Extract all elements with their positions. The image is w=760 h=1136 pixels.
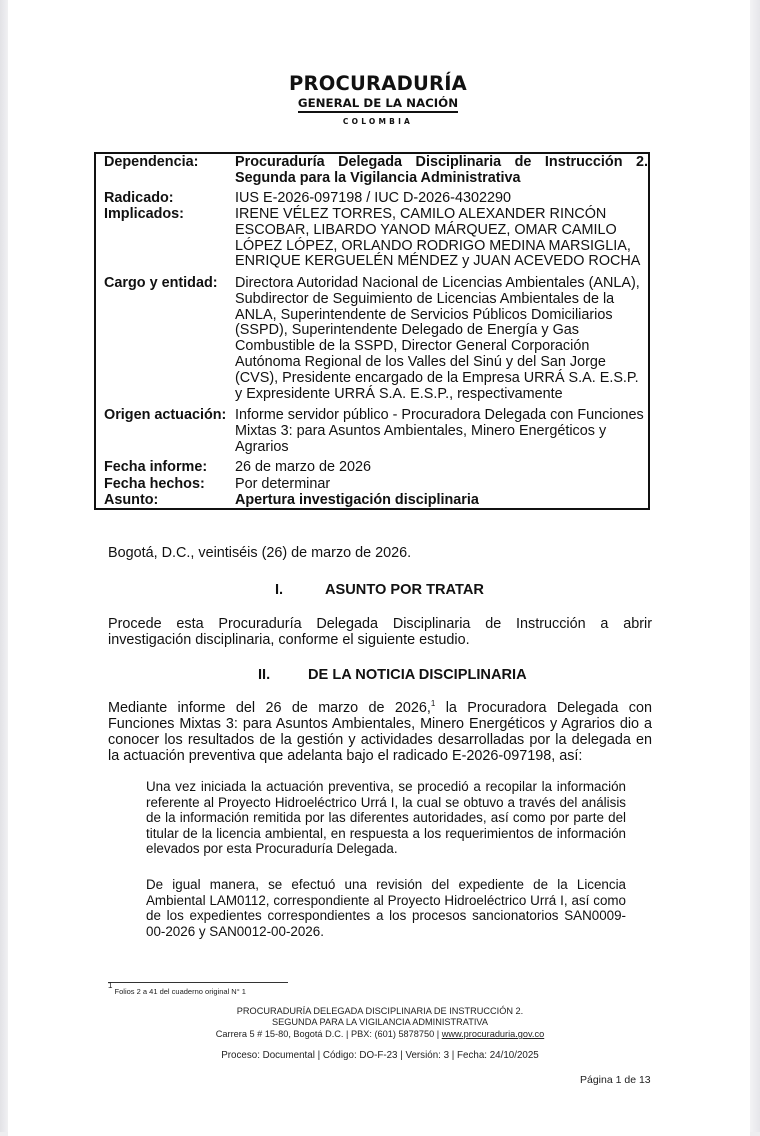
info-line: Combustible de la SSPD, Director General Corporación [235,338,590,355]
footnote [108,981,246,996]
footer-address [150,1029,610,1040]
info-line: IUS E-2026-097198 / IUC D-2026-4302290 [235,190,511,206]
viewer-right-edge [750,0,760,1136]
info-label: Fecha informe: [104,459,208,475]
logo-title: PROCURADURÍA [289,72,467,95]
footer-website-link[interactable]: www.procuraduria.gov.co [441,1029,545,1039]
place-date: Bogotá, D.C., veintiséis (26) de marzo de 2026. [108,545,412,561]
info-line: ANLA, Superintendente de Servicios Públicos Domiciliarios [235,306,613,323]
info-row-fecha-hechos [104,477,648,493]
footer-office-line-1: PROCURADURÍA DELEGADA DISCIPLINARIA DE INSTRUCCIÓN 2. [236,1006,524,1016]
block-quote-2: De igual manera, se efectuó una revisión del expediente de la Licencia Ambiental LAM0112, correspondiente al Proyecto Hidroeléctrico Urrá I, así como de los expedientes correspondientes a los procesos sancionatorios SAN0009-00-2026 y SAN0012-00-2026. [146,877,626,939]
info-line: Segunda para la Vigilancia Administrativa [235,169,521,186]
info-line: Informe servidor público - Procuradora Delegada con Funciones [235,407,644,423]
footnote-reference[interactable]: 1 [430,699,436,708]
info-line: Apertura investigación disciplinaria [235,492,479,508]
info-line: 26 de marzo de 2026 [235,459,372,475]
info-line: Por determinar [235,476,331,492]
info-line: Agrarios [235,438,289,455]
info-line: LÓPEZ LÓPEZ, ORLANDO RODRIGO MEDINA MARSIGLIA, [235,237,631,254]
info-line: (CVS), Presidente encargado de la Empresa URRÁ S.A. E.S.P. [235,369,639,386]
section-number: II. [258,667,271,683]
section-number: I. [275,582,284,598]
footer-address-text: Carrera 5 # 15-80, Bogotá D.C. | PBX: (601) 5878750 | [215,1029,442,1039]
info-label: Radicado: [104,190,174,206]
footnote-divider [108,982,288,983]
footer-process-info: Proceso: Documental | Código: DO-F-23 | Versión: 3 | Fecha: 24/10/2025 [221,1050,539,1061]
viewer-left-edge [0,0,8,1136]
info-label: Cargo y entidad: [104,275,218,291]
info-line: Mixtas 3: para Asuntos Ambientales, Minero Energéticos y [235,422,607,439]
info-line: IRENE VÉLEZ TORRES, CAMILO ALEXANDER RINCÓN [235,206,607,222]
info-label: Dependencia: [104,154,199,170]
section-heading-2 [258,667,527,683]
section-title: DE LA NOTICIA DISCIPLINARIA [308,667,527,683]
logo-subtitle: GENERAL DE LA NACIÓN [298,97,458,113]
info-value [235,493,648,509]
info-row-cargo-entidad [104,276,648,402]
info-line: Directora Autoridad Nacional de Licencias Ambientales (ANLA), [235,275,640,291]
info-value [235,207,648,270]
institution-logo [278,74,478,126]
info-row-fecha-informe [104,460,648,476]
case-info-table [94,152,650,510]
paragraph-text: la Procuradora Delegada con Funciones Mixtas 3: para Asuntos Ambientales, Minero Energéticos y Agrarios dio a conocer los resultados de la gestión y actividades desarrolladas por la delegada en la actuación preventiva que adelanta bajo el radicado E-2026-097198, así: [108,700,652,764]
section-heading-1 [275,582,484,598]
info-line: Procuraduría Delegada Disciplinaria de Instrucción 2. [235,154,648,170]
info-line: ESCOBAR, LIBARDO YANOD MÁRQUEZ, OMAR CAMILO [235,221,617,238]
info-line: ENRIQUE KERGUELÉN MÉNDEZ y JUAN ACEVEDO ROCHA [235,253,641,270]
logo-country: COLOMBIA [342,117,414,126]
info-row-implicados [104,207,648,270]
info-line: y Expresidente URRÁ S.A. E.S.P., respectivamente [235,385,563,402]
info-row-asunto [104,493,648,509]
footnote-number: 1 [108,981,113,990]
info-line: (SSPD), Superintendente Delegado de Energía y Gas [235,322,579,339]
info-value [235,477,648,493]
footnote-text: Folios 2 a 41 del cuaderno original N° 1 [114,987,246,996]
page-number: Página 1 de 13 [580,1074,651,1086]
section-2-paragraph [108,700,652,764]
info-row-dependencia [104,155,648,187]
info-label: Asunto: [104,492,159,508]
info-value [235,155,648,187]
block-quote-1: Una vez iniciada la actuación preventiva, se procedió a recopilar la información referente al Proyecto Hidroeléctrico Urrá I, la cual se obtuvo a través del análisis de la información remitida por las diferentes autoridades, así como por parte del titular de la licencia ambiental, en respuesta a los requerimientos de información elevados por esta Procuraduría Delegada. [146,779,626,857]
info-label: Fecha hechos: [104,476,205,492]
info-row-origen-actuacion [104,408,648,455]
info-line: Autónoma Regional de los Valles del Sinú y del San Jorge [235,353,606,370]
info-value [235,276,648,402]
section-1-paragraph: Procede esta Procuraduría Delegada Disciplinaria de Instrucción a abrir investigación disciplinaria, conforme el siguiente estudio. [108,616,652,648]
info-value [235,191,648,207]
info-line: Subdirector de Seguimiento de Licencias Ambientales de la [235,290,615,307]
section-title: ASUNTO POR TRATAR [325,582,484,598]
paragraph-text: Mediante informe del 26 de marzo de 2026, [108,700,431,716]
info-label: Implicados: [104,206,184,222]
info-value [235,460,648,476]
info-label: Origen actuación: [104,407,227,423]
info-value [235,408,648,455]
footer-office-line-2: SEGUNDA PARA LA VIGILANCIA ADMINISTRATIVA [272,1017,488,1027]
info-row-radicado [104,191,648,207]
